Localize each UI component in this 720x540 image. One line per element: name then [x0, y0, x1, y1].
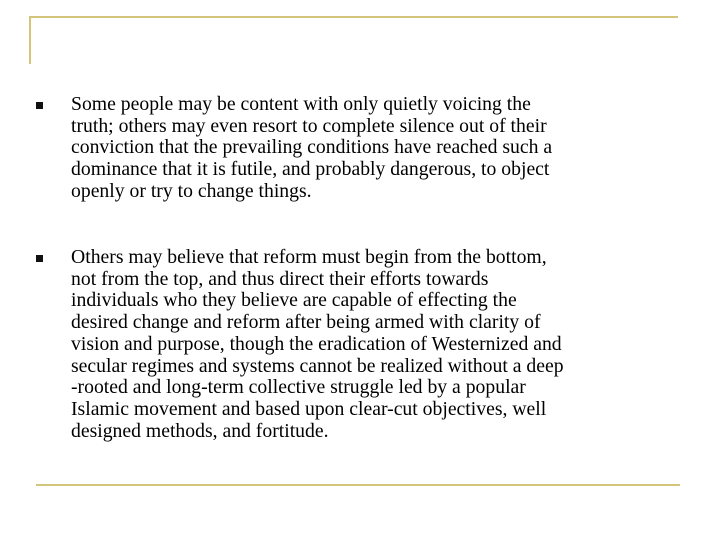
square-bullet-icon [36, 102, 43, 109]
bottom-accent-rule [36, 484, 680, 486]
square-bullet-icon [36, 255, 43, 262]
bullet-text: Others may believe that reform must begin from the bottom, not from the top, and thus direct their efforts towards individuals who they believe are capable of effecting the desired change and reform after being armed with clarity of vision and purpose, though the eradication of Westernized and secular regimes and systems cannot be realized without a deep -rooted and long-term collective struggle led by a popular Islamic movement and based upon clear-cut objectives, well designed methods, and fortitude. [71, 246, 564, 442]
bullet-item [36, 247, 676, 442]
left-accent-rule [29, 16, 31, 64]
bullet-text: Some people may be content with only quietly voicing the truth; others may even resort to complete silence out of their conviction that the prevailing conditions have reached such a dominance that it is futile, and probably dangerous, to object openly or try to change things. [71, 93, 553, 202]
bullet-item [36, 94, 676, 203]
top-accent-rule [29, 16, 678, 18]
